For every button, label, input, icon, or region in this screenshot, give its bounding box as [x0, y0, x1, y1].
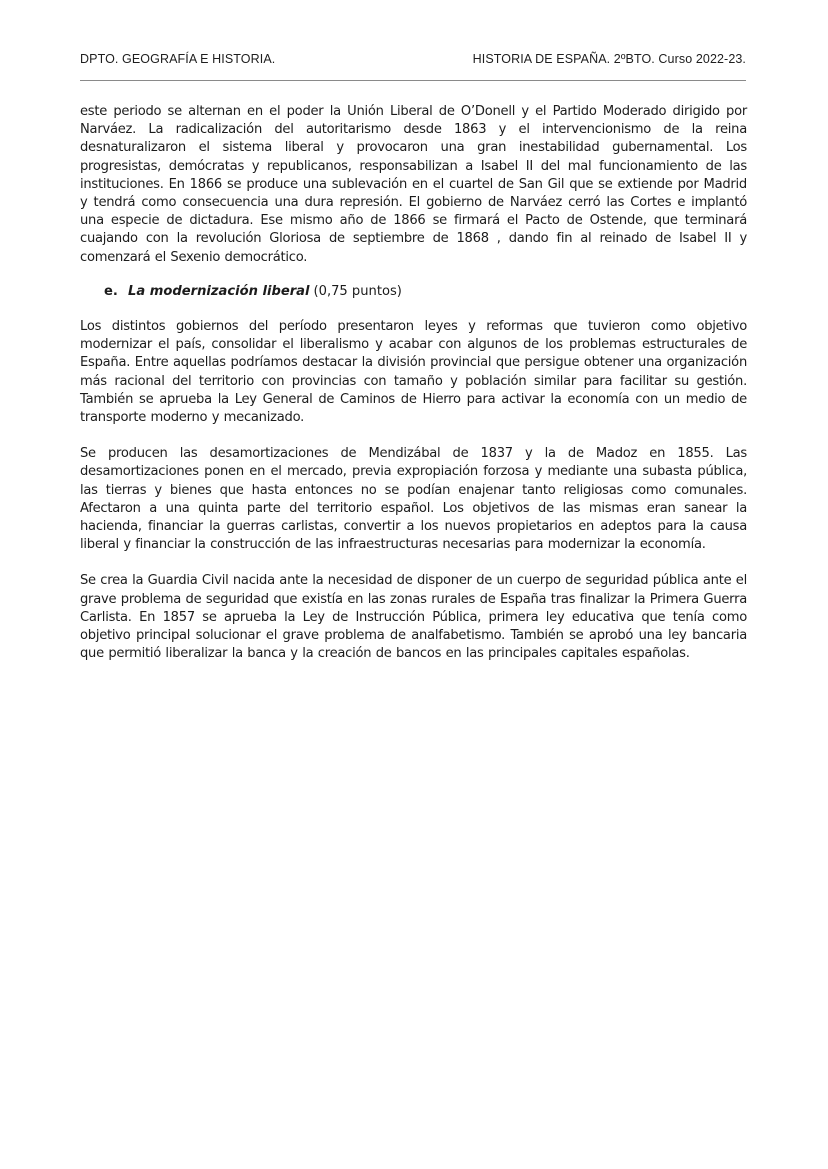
paragraph-desamortizaciones: Se producen las desamortizaciones de Mendizábal de 1837 y la de Madoz en 1855. Las desamortizaciones ponen en el mercado, previa expropiación forzosa y mediante una subasta pública, las tierras y bienes que hasta entonces no se podían enajenar tanto religiosas como comunales. Afectaron a una quinta parte del territorio español. Los objetivos de las mismas eran sanear la hacienda, financiar la guerras carlistas, convertir a los nuevos propietarios en adeptos para la causa liberal y financiar la construcción de las infraestructuras necesarias para modernizar la economía.: [80, 446, 747, 553]
section-points: (0,75 puntos): [313, 283, 402, 299]
header-course: HISTORIA DE ESPAÑA. 2ºBTO. Curso 2022-23.: [472, 52, 746, 66]
section-letter: e.: [104, 283, 118, 299]
document-body: [80, 103, 747, 663]
intro-paragraph: este periodo se alternan en el poder la Unión Liberal de O’Donell y el Partido Moderado dirigido por Narváez. La radicalización del autoritarismo desde 1863 y el intervencionismo de la reina desnaturalizaron el sistema liberal y provocaron una gran inestabilidad gubernamental. Los progresistas, demócratas y republicanos, responsabilizan a Isabel II del mal funcionamiento de las instituciones. En 1866 se produce una sublevación en el cuartel de San Gil que se extiende por Madrid y tendrá como consecuencia una dura represión. El gobierno de Narváez cerró las Cortes e implantó una especie de dictadura. Ese mismo año de 1866 se firmará el Pacto de Ostende, que terminará cuajando con la revolución Gloriosa de septiembre de 1868 , dando fin al reinado de Isabel II y comenzará el Sexenio democrático.: [80, 104, 747, 265]
paragraph-reforms: Los distintos gobiernos del período presentaron leyes y reformas que tuvieron como objetivo modernizar el país, consolidar el liberalismo y acabar con algunos de los problemas estructurales de España. Entre aquellas podríamos destacar la división provincial que persigue obtener una organización más racional del territorio con provincias con tamaño y población similar para facilitar su gestión. También se aprueba la Ley General de Caminos de Hierro para activar la economía con un medio de transporte moderno y mecanizado.: [80, 319, 747, 426]
section-heading: [104, 283, 747, 301]
section-title: La modernización liberal: [128, 283, 310, 299]
header-department: DPTO. GEOGRAFÍA E HISTORIA.: [80, 52, 276, 66]
header-divider: [80, 80, 746, 81]
paragraph-guardia-civil: Se crea la Guardia Civil nacida ante la necesidad de disponer de un cuerpo de seguridad pública ante el grave problema de seguridad que existía en las zonas rurales de España tras finalizar la Primera Guerra Carlista. En 1857 se aprueba la Ley de Instrucción Pública, primera ley educativa que tenía como objetivo principal solucionar el grave problema de analfabetismo. También se aprobó una ley bancaria que permitió liberalizar la banca y la creación de bancos en las principales capitales españolas.: [80, 573, 747, 662]
page-header: [80, 52, 746, 66]
